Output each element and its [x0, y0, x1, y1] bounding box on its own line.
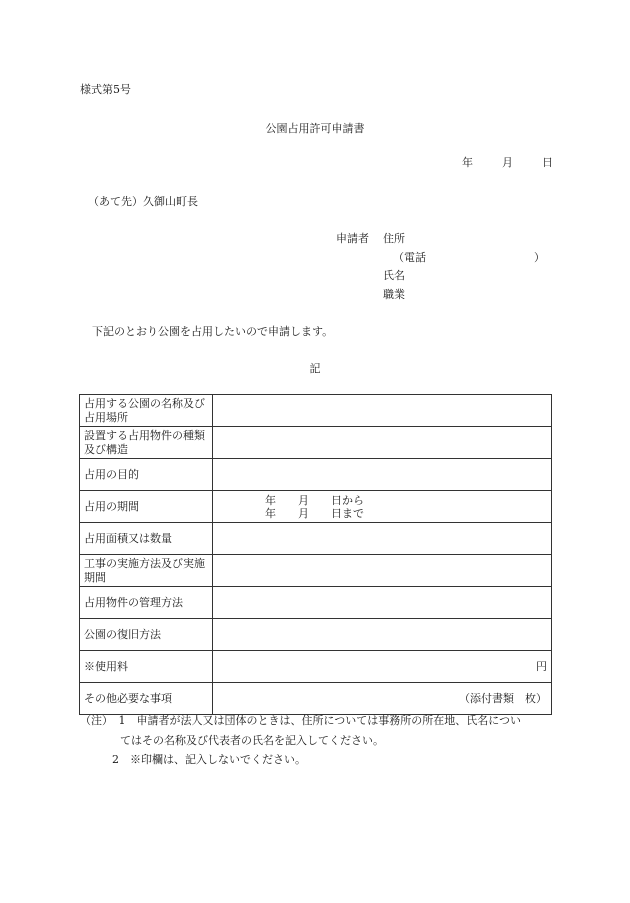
- table-row: [80, 555, 552, 587]
- row-label: その他必要な事項: [80, 683, 213, 715]
- row-value-field[interactable]: [213, 395, 552, 427]
- tel-label: （電話: [393, 251, 426, 264]
- form-number: 様式第5号: [80, 83, 131, 96]
- table-row: [80, 491, 552, 523]
- date-year: 年: [462, 156, 473, 169]
- application-table: [79, 394, 552, 715]
- row-label: 占用面積又は数量: [80, 523, 213, 555]
- intro-text: 下記のとおり公園を占用したいので申請します。: [92, 325, 334, 338]
- page-title: 公園占用許可申請書: [265, 122, 365, 135]
- table-row: [80, 523, 552, 555]
- row-value-field[interactable]: [213, 619, 552, 651]
- table-row: [80, 683, 552, 715]
- row-label: 工事の実施方法及び実施期間: [80, 555, 213, 587]
- date-line: [462, 157, 553, 168]
- table-row: [80, 427, 552, 459]
- tel-close-paren: ）: [534, 251, 545, 264]
- table-row: [80, 587, 552, 619]
- period-to: 年 月 日まで: [265, 506, 364, 520]
- table-row: [80, 459, 552, 491]
- row-label: 占用する公園の名称及び占用場所: [80, 395, 213, 427]
- addressee: （あて先）久御山町長: [88, 195, 198, 208]
- row-value-field[interactable]: [213, 427, 552, 459]
- row-value-field[interactable]: [213, 587, 552, 619]
- row-label: 公園の復旧方法: [80, 619, 213, 651]
- period-from: 年 月 日から: [265, 493, 364, 507]
- row-label: 占用の目的: [80, 459, 213, 491]
- row-value-field[interactable]: [213, 459, 552, 491]
- note-1: [80, 715, 521, 726]
- ki-heading: 記: [309, 362, 321, 375]
- row-label: ※使用料: [80, 651, 213, 683]
- row-value-field[interactable]: [213, 555, 552, 587]
- other-field[interactable]: （添付書類 枚）: [213, 683, 552, 715]
- table-row: [80, 395, 552, 427]
- note-prefix: （注） 1: [80, 714, 137, 727]
- applicant-label: 申請者: [336, 232, 369, 245]
- period-field[interactable]: [213, 491, 552, 523]
- note-1-line-1: 申請者が法人又は団体のときは、住所については事務所の所在地、氏名につい: [136, 714, 522, 727]
- note-2: 2 ※印欄は、記入しないでください。: [112, 753, 306, 766]
- row-value-field[interactable]: [213, 523, 552, 555]
- table-row: [80, 619, 552, 651]
- name-label: 氏名: [383, 269, 405, 282]
- row-label: 占用の期間: [80, 491, 213, 523]
- date-day: 日: [542, 156, 553, 169]
- fee-field[interactable]: 円: [213, 651, 552, 683]
- note-1-line-2: てはその名称及び代表者の氏名を記入してください。: [120, 734, 384, 747]
- occupation-label: 職業: [383, 288, 405, 301]
- table-row: [80, 651, 552, 683]
- row-label: 設置する占用物件の種類及び構造: [80, 427, 213, 459]
- address-label: 住所: [383, 232, 405, 245]
- date-month: 月: [502, 156, 513, 169]
- row-label: 占用物件の管理方法: [80, 587, 213, 619]
